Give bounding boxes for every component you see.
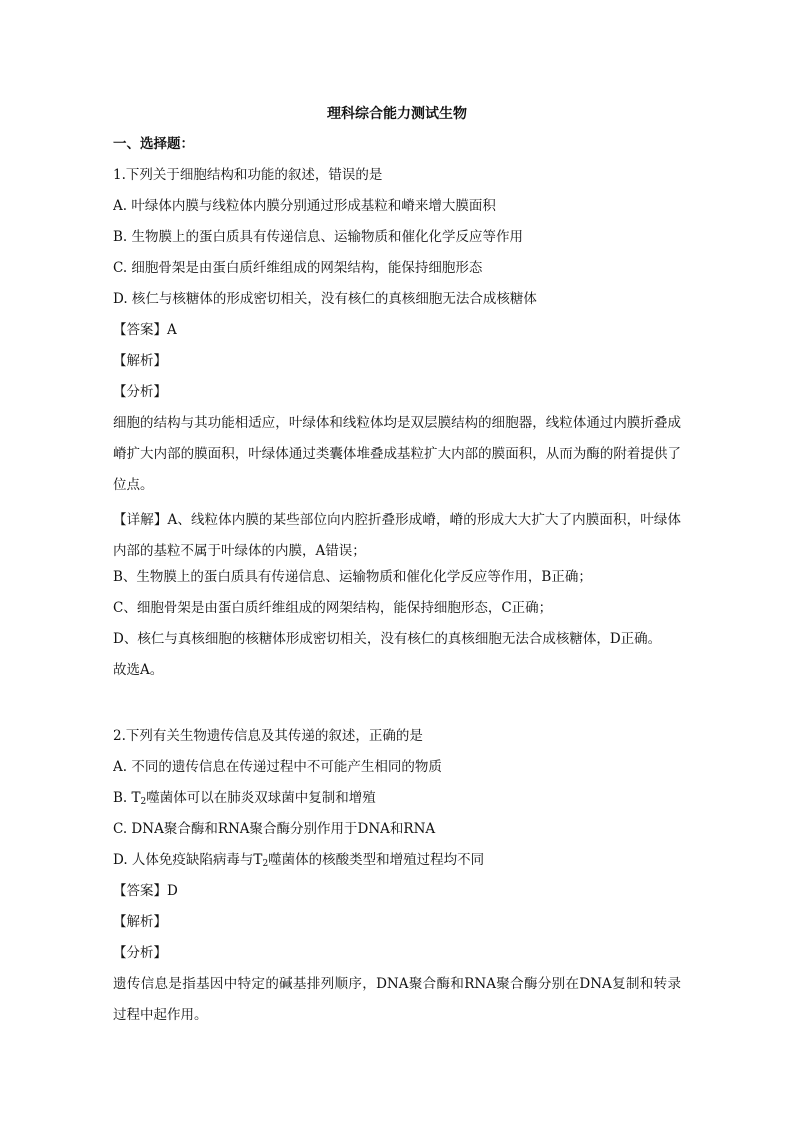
q2-fenxi-label: 【分析】 [113,945,167,961]
q1-option-b: B. 生物膜上的蛋白质具有传递信息、运输物质和催化化学反应等作用 [113,229,524,245]
q2-option-b-subscript: 2 [140,797,147,807]
q1-conclusion: 故选A。 [113,662,164,678]
q1-option-c: C. 细胞骨架是由蛋白质纤维组成的网架结构，能保持细胞形态 [113,260,483,276]
q1-answer: 【答案】A [113,322,177,338]
q1-fenxi-label: 【分析】 [113,384,167,400]
q2-fenxi-text: 遗传信息是指基因中特定的碱基排列顺序，DNA聚合酶和RNA聚合酶分别在DNA复制和转录过程中起作用。 [113,976,681,1023]
q2-analysis-label: 【解析】 [113,914,167,930]
q1-fenxi-text: 细胞的结构与其功能相适应，叶绿体和线粒体均是双层膜结构的细胞器，线粒体通过内膜折叠成嵴扩大内部的膜面积，叶绿体通过类囊体堆叠成基粒扩大内部的膜面积，从而为酶的附着提供了位点。 [113,415,681,493]
q1-analysis-label: 【解析】 [113,353,167,369]
page-title: 理科综合能力测试生物 [327,106,467,122]
q2-option-c: C. DNA聚合酶和RNA聚合酶分别作用于DNA和RNA [113,821,436,837]
q1-option-d: D. 核仁与核糖体的形成密切相关，没有核仁的真核细胞无法合成核糖体 [113,291,537,307]
q2-option-b-prefix: B. T [113,790,141,806]
q2-option-d-prefix: D. 人体免疫缺陷病毒与T [113,852,263,868]
section-heading: 一、选择题： [113,136,194,152]
q2-option-a: A. 不同的遗传信息在传递过程中不可能产生相同的物质 [113,759,442,775]
q1-detail-text: 【详解】A、线粒体内膜的某些部位向内腔折叠形成嵴，嵴的形成大大扩大了内膜面积，叶绿体内部的基粒不属于叶绿体的内膜，A错误； [113,512,681,559]
q2-option-d-subscript: 2 [262,859,269,869]
q1-option-a: A. 叶绿体内膜与线粒体内膜分别通过形成基粒和嵴来增大膜面积 [113,198,496,214]
q1-detail-c: C、细胞骨架是由蛋白质纤维组成的网架结构，能保持细胞形态，C正确； [113,600,553,616]
q2-option-d-text: 噬菌体的核酸类型和增殖过程均不同 [268,852,485,868]
q1-detail-d: D、核仁与真核细胞的核糖体形成密切相关，没有核仁的真核细胞无法合成核糖体，D正确。 [113,631,662,647]
q1-detail-b: B、生物膜上的蛋白质具有传递信息、运输物质和催化化学反应等作用，B正确； [113,569,592,585]
q2-stem: 2.下列有关生物遗传信息及其传递的叙述，正确的是 [113,728,423,744]
q2-answer: 【答案】D [113,883,178,899]
q2-option-b-text: 噬菌体可以在肺炎双球菌中复制和增殖 [146,790,376,806]
q2-option-b [113,788,683,812]
q2-option-d [113,850,683,874]
q1-stem: 1.下列关于细胞结构和功能的叙述，错误的是 [113,167,383,183]
